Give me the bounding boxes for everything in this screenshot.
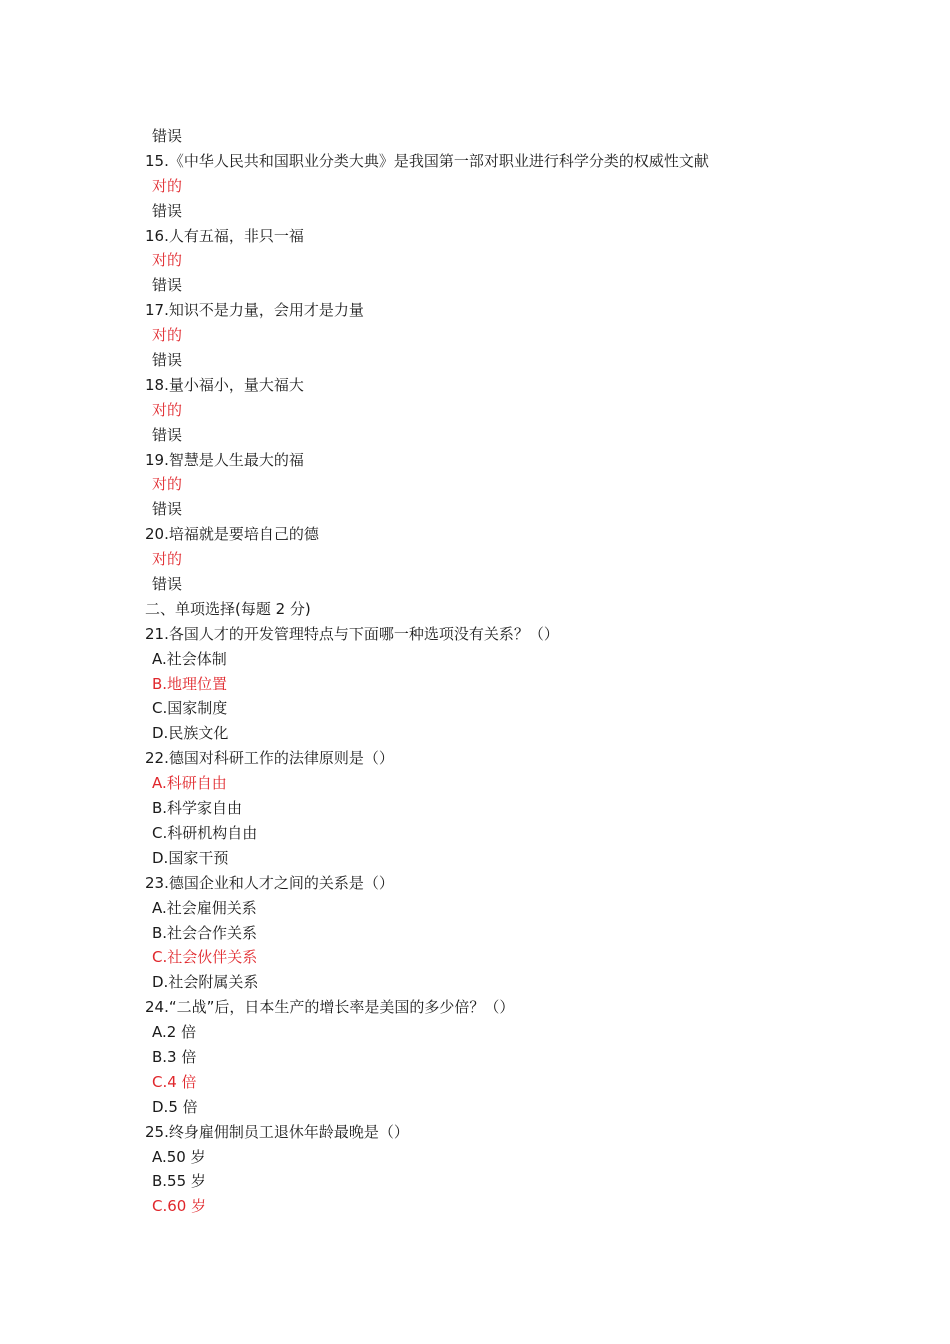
answer-option: B.55 岁 — [152, 1172, 206, 1191]
answer-option: C.国家制度 — [152, 699, 228, 718]
question-text: 20.培福就是要培自己的德 — [145, 525, 319, 544]
answer-option-correct: 对的 — [152, 251, 183, 270]
answer-option: A.2 倍 — [152, 1023, 197, 1042]
answer-option-correct: 对的 — [152, 550, 183, 569]
answer-option-correct: B.地理位置 — [152, 674, 228, 693]
answer-option: 错误 — [152, 127, 183, 145]
answer-option: 错误 — [152, 425, 183, 444]
question-text: 22.德国对科研工作的法律原则是（） — [145, 749, 394, 768]
answer-option: D.民族文化 — [152, 724, 229, 743]
answer-option-correct: 对的 — [152, 475, 183, 494]
answer-option: B.社会合作关系 — [152, 923, 258, 942]
answer-option-correct: C.社会伙伴关系 — [152, 948, 258, 967]
answer-option: B.科学家自由 — [152, 799, 243, 818]
question-text: 21.各国人才的开发管理特点与下面哪一种选项没有关系？（） — [145, 624, 559, 643]
answer-option: D.国家干预 — [152, 848, 229, 867]
answer-option: 错误 — [152, 276, 183, 295]
question-text: 25.终身雇佣制员工退休年龄最晚是（） — [145, 1122, 409, 1141]
question-text: 16.人有五福，非只一福 — [145, 226, 304, 245]
question-text: 23.德国企业和人才之间的关系是（） — [145, 873, 394, 892]
question-text: 15.《中华人民共和国职业分类大典》是我国第一部对职业进行科学分类的权威性文献 — [145, 151, 709, 170]
answer-option: 错误 — [152, 201, 183, 220]
answer-option: D.社会附属关系 — [152, 973, 259, 992]
answer-option: D.5 倍 — [152, 1097, 198, 1116]
question-text: 二、单项选择(每题 2 分) — [145, 599, 311, 618]
answer-option: A.社会雇佣关系 — [152, 898, 257, 917]
answer-option-correct: C.60 岁 — [152, 1197, 207, 1216]
answer-option: B.3 倍 — [152, 1047, 197, 1066]
question-text: 18.量小福小，量大福大 — [145, 375, 304, 394]
answer-option-correct: 对的 — [152, 400, 183, 419]
question-text: 17.知识不是力量，会用才是力量 — [145, 301, 364, 320]
exam-document — [0, 124, 950, 1219]
answer-option: C.科研机构自由 — [152, 823, 258, 842]
answer-option: 错误 — [152, 351, 183, 370]
answer-option-correct: 对的 — [152, 176, 183, 195]
question-text: 24.“二战”后，日本生产的增长率是美国的多少倍？（） — [145, 998, 515, 1017]
answer-option-correct: A.科研自由 — [152, 774, 227, 793]
answer-option: 错误 — [152, 575, 183, 594]
answer-option: 错误 — [152, 500, 183, 519]
answer-option-correct: C.4 倍 — [152, 1072, 197, 1091]
answer-option: A.社会体制 — [152, 649, 227, 668]
answer-option: A.50 岁 — [152, 1147, 206, 1166]
answer-option-correct: 对的 — [152, 326, 183, 345]
question-text: 19.智慧是人生最大的福 — [145, 450, 304, 469]
